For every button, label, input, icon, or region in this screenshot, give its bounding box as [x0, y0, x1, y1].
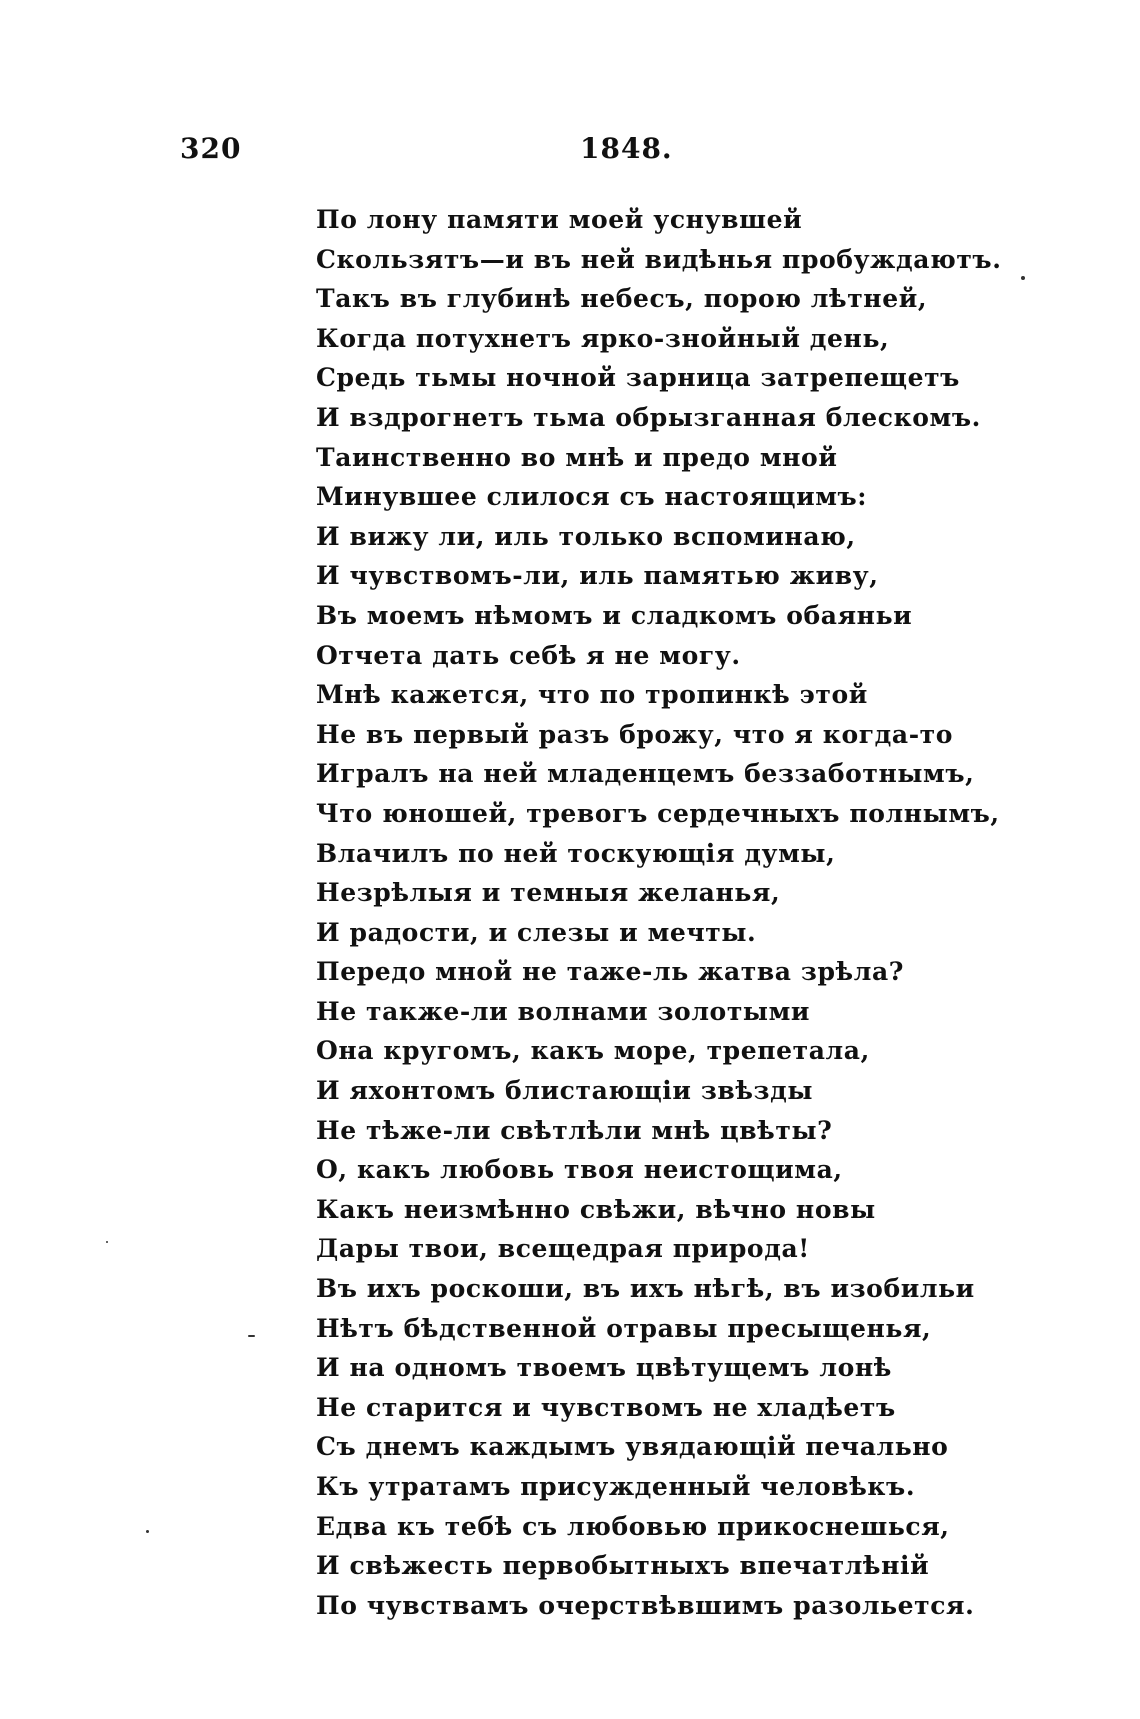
poem-line: Не также-ли волнами золотыми [316, 996, 811, 1026]
poem-line: И вздрогнетъ тьма обрызганная блескомъ. [316, 402, 981, 432]
poem-line: Средь тьмы ночной зарница затрепещетъ [316, 363, 960, 393]
scan-speck [248, 1335, 255, 1337]
poem-line: И на одномъ твоемъ цвѣтущемъ лонѣ [316, 1353, 892, 1383]
poem-text [316, 200, 1002, 1625]
poem-line: Не въ первый разъ брожу, что я когда-то [316, 719, 954, 749]
poem-line: И свѣжесть первобытныхъ впечатлѣній [316, 1551, 930, 1581]
poem-line: Минувшее слилося съ настоящимъ: [316, 482, 868, 512]
poem-line: Таинственно во мнѣ и предо мной [316, 442, 838, 472]
poem-line: Едва къ тебѣ съ любовью прикоснешься, [316, 1511, 950, 1541]
poem-line: Скользятъ—и въ ней видѣнья пробуждаютъ. [316, 244, 1002, 274]
poem-line: Влачилъ по ней тоскующія думы, [316, 838, 836, 868]
poem-line: Дары твои, всещедрая природа! [316, 1234, 810, 1264]
poem-line: Мнѣ кажется, что по тропинкѣ этой [316, 680, 868, 710]
poem-line: Незрѣлыя и темныя желанья, [316, 878, 781, 908]
poem-line: Къ утратамъ присужденный человѣкъ. [316, 1472, 916, 1501]
page-number: 320 [180, 132, 242, 165]
poem-line: И вижу ли, иль только вспоминаю, [316, 521, 856, 551]
poem-line: Что юношей, тревогъ сердечныхъ полнымъ, [316, 798, 1000, 828]
scan-speck [146, 1530, 149, 1533]
poem-line: По чувствамъ очерствѣвшимъ разольется. [316, 1590, 975, 1620]
poem-line: Въ моемъ нѣмомъ и сладкомъ обаяньи [316, 600, 913, 630]
poem-line: Не тѣже-ли свѣтлѣли мнѣ цвѣты? [316, 1115, 833, 1145]
poem-line: По лону памяти моей уснувшей [316, 205, 803, 234]
poem-line: О, какъ любовь твоя неистощима, [316, 1155, 843, 1185]
poem-line: Когда потухнетъ ярко-знойный день, [316, 323, 890, 353]
poem-line: Въ ихъ роскоши, въ ихъ нѣгѣ, въ изобильи [316, 1274, 975, 1304]
poem-line: Съ днемъ каждымъ увядающій печально [316, 1432, 949, 1462]
scan-speck [106, 1241, 108, 1243]
poem-line: Игралъ на ней младенцемъ беззаботнымъ, [316, 759, 975, 789]
poem-line: Нѣтъ бѣдственной отравы пресыщенья, [316, 1313, 932, 1343]
scan-speck [1021, 276, 1025, 280]
poem-line: Какъ неизмѣнно свѣжи, вѣчно новы [316, 1194, 876, 1224]
poem-line: Передо мной не таже-ль жатва зрѣла? [316, 957, 904, 987]
poem-line: И чувствомъ-ли, иль памятью живу, [316, 561, 879, 591]
poem-line: И яхонтомъ блистающіи звѣзды [316, 1076, 813, 1106]
poem-line: Отчета дать себѣ я не могу. [316, 640, 741, 670]
poem-line: Она кругомъ, какъ море, трепетала, [316, 1036, 870, 1066]
running-head: 1848. [580, 132, 673, 165]
poem-line: Такъ въ глубинѣ небесъ, порою лѣтней, [316, 284, 928, 314]
poem-line: Не старится и чувствомъ не хладѣетъ [316, 1392, 896, 1422]
poem-line: И радости, и слезы и мечты. [316, 917, 757, 947]
